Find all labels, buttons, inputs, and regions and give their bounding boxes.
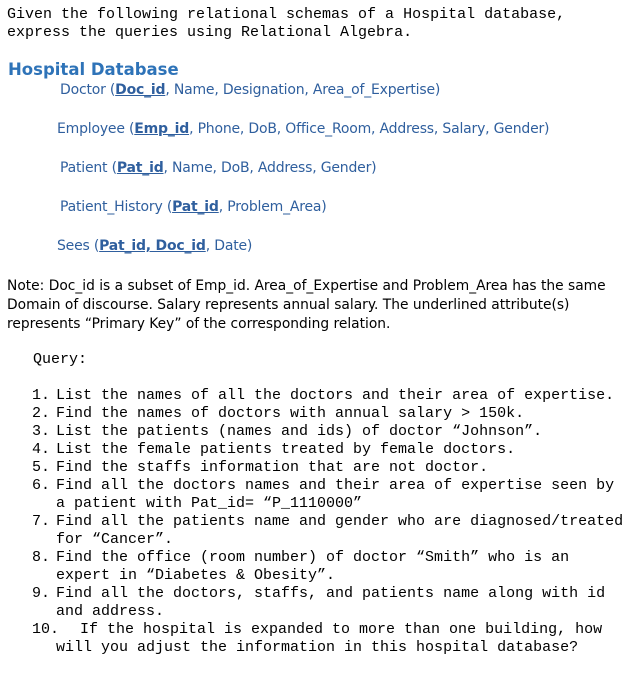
schema-sees: Sees (Pat_id, Doc_id, Date) bbox=[57, 238, 253, 254]
query-number: 1. bbox=[32, 387, 51, 404]
query-item bbox=[32, 549, 632, 585]
schema-doctor: Doctor (Doc_id, Name, Designation, Area_of_Expertise) bbox=[60, 82, 441, 98]
query-text: If the hospital is expanded to more than one building, how will you adjust the information in this hospital database? bbox=[56, 621, 603, 656]
query-number: 5. bbox=[32, 459, 51, 476]
primary-key: Pat_id bbox=[116, 160, 164, 176]
query-list bbox=[32, 387, 632, 657]
query-text: Find all the patients name and gender who are diagnosed/treated for “Cancer”. bbox=[56, 513, 624, 548]
schema-name: Employee bbox=[57, 121, 125, 137]
schema-name: Sees bbox=[57, 238, 90, 254]
query-number: 8. bbox=[32, 549, 51, 566]
query-item bbox=[32, 513, 632, 549]
schema-attributes: , Date) bbox=[205, 238, 253, 254]
schema-name: Doctor bbox=[60, 82, 106, 98]
query-text: List the names of all the doctors and their area of expertise. bbox=[56, 387, 615, 404]
query-number: 9. bbox=[32, 585, 51, 602]
query-number: 6. bbox=[32, 477, 51, 494]
query-item bbox=[32, 477, 632, 513]
query-text: Find the office (room number) of doctor “Smith” who is an expert in “Diabetes & Obesity”. bbox=[56, 549, 570, 584]
intro-text bbox=[7, 6, 637, 42]
primary-key: Pat_id, Doc_id bbox=[99, 238, 206, 254]
schema-patient-history: Patient_History (Pat_id, Problem_Area) bbox=[60, 199, 327, 215]
query-number: 2. bbox=[32, 405, 51, 422]
query-item bbox=[32, 621, 632, 657]
query-number: 3. bbox=[32, 423, 51, 440]
query-item bbox=[32, 405, 632, 423]
schema-patient: Patient (Pat_id, Name, DoB, Address, Gender) bbox=[60, 160, 377, 176]
query-item bbox=[32, 459, 632, 477]
query-text: Find all the doctors, staffs, and patients name along with id and address. bbox=[56, 585, 606, 620]
primary-key: Pat_id bbox=[172, 199, 219, 215]
query-text: Find all the doctors names and their area of expertise seen by a patient with Pat_id= “P_1110000” bbox=[56, 477, 615, 512]
query-item bbox=[32, 423, 632, 441]
schema-attributes: , Phone, DoB, Office_Room, Address, Salary, Gender) bbox=[189, 121, 550, 137]
query-text: List the patients (names and ids) of doctor “Johnson”. bbox=[56, 423, 543, 440]
schema-attributes: , Name, DoB, Address, Gender) bbox=[163, 160, 377, 176]
database-title: Hospital Database bbox=[8, 60, 179, 79]
query-number: 7. bbox=[32, 513, 51, 530]
query-text: List the female patients treated by female doctors. bbox=[56, 441, 516, 458]
intro-line-1: Given the following relational schemas of a Hospital database, bbox=[7, 6, 566, 23]
query-item bbox=[32, 585, 632, 621]
primary-key: Emp_id bbox=[134, 121, 190, 137]
schema-name: Patient bbox=[60, 160, 108, 176]
query-heading: Query: bbox=[33, 351, 88, 368]
intro-line-2: express the queries using Relational Algebra. bbox=[7, 24, 413, 41]
primary-key: Doc_id bbox=[115, 82, 166, 98]
query-text: Find the staffs information that are not doctor. bbox=[56, 459, 489, 476]
note-text: Note: Doc_id is a subset of Emp_id. Area_of_Expertise and Problem_Area has the same Domain of discourse. Salary represents annual salary. The underlined attribute(s) represents “Primary Key” of the corresponding relation. bbox=[7, 278, 606, 332]
schema-attributes: , Problem_Area) bbox=[218, 199, 327, 215]
query-item bbox=[32, 387, 632, 405]
schema-employee: Employee (Emp_id, Phone, DoB, Office_Room, Address, Salary, Gender) bbox=[57, 121, 550, 137]
query-number: 10. bbox=[32, 621, 60, 638]
query-number: 4. bbox=[32, 441, 51, 458]
schema-name: Patient_History bbox=[60, 199, 163, 215]
query-item bbox=[32, 441, 632, 459]
query-text: Find the names of doctors with annual salary > 150k. bbox=[56, 405, 525, 422]
schema-attributes: , Name, Designation, Area_of_Expertise) bbox=[165, 82, 441, 98]
